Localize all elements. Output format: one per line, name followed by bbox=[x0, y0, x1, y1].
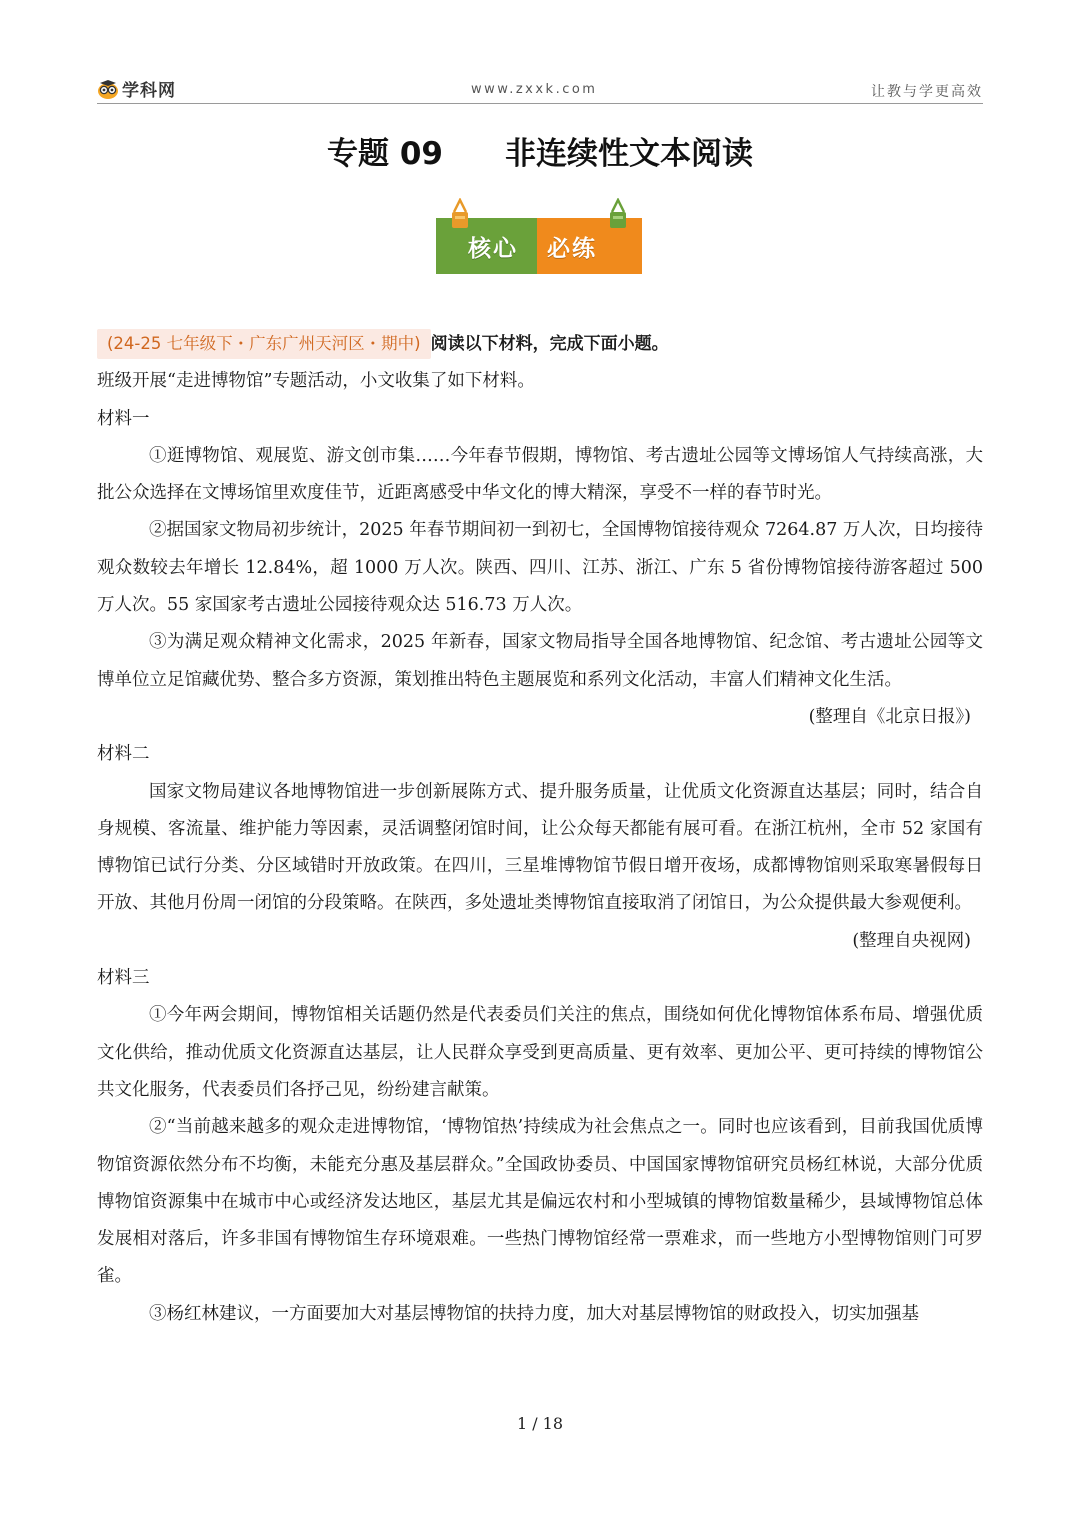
header-slogan: 让教与学更高效 bbox=[871, 84, 983, 100]
material1-paragraph-1: ①逛博物馆、观展览、游文创市集……今年春节假期，博物馆、考古遗址公园等文博场馆人气持续高涨，大批公众选择在文博场馆里欢度佳节，近距离感受中华文化的博大精深，享受不一样的春节时光。 bbox=[97, 445, 983, 504]
core-practice-badge bbox=[436, 198, 642, 276]
material3-paragraph-3: ③杨红林建议，一方面要加大对基层博物馆的扶持力度，加大对基层博物馆的财政投入，切实加强基 bbox=[149, 1303, 919, 1324]
page-title bbox=[0, 128, 1080, 173]
material3-paragraph-1: ①今年两会期间，博物馆相关话题仍然是代表委员们关注的焦点，围绕如何优化博物馆体系布局、增强优质文化供给，推动优质文化资源直达基层，让人民群众享受到更高质量、更有效率、更加公平、更可持续的博物馆公共文化服务，代表委员们各抒己见，纷纷建言献策。 bbox=[97, 1005, 983, 1100]
badge-label-practice: 必练 bbox=[547, 236, 597, 262]
question-source-tag[interactable]: (24-25 七年级下・广东广州天河区・期中) bbox=[97, 329, 431, 359]
badge-label-core: 核心 bbox=[468, 236, 518, 262]
material2-source: (整理自央视网) bbox=[852, 930, 971, 951]
material3-paragraph-2: ②“当前越来越多的观众走进博物馆，‘博物馆热’持续成为社会焦点之一。同时也应该看到，目前我国优质博物馆资源依然分布不均衡，未能充分惠及基层群众。”全国政协委员、中国国家博物馆研究员杨红林说，大部分优质博物馆资源集中在城市中心或经济发达地区，基层尤其是偏远农村和小型城镇的博物馆数量稀少，县域博物馆总体发展相对落后，许多非国有博物馆生存环境艰难。一些热门博物馆经常一票难求，而一些地方小型博物馆则门可罗雀。 bbox=[97, 1117, 983, 1287]
page-header bbox=[97, 76, 983, 104]
material1-source: (整理自《北京日报》) bbox=[808, 706, 971, 727]
binder-clip-icon bbox=[450, 198, 470, 232]
site-url[interactable]: www.zxxk.com bbox=[471, 82, 598, 97]
question-instruction: 阅读以下材料，完成下面小题。 bbox=[430, 334, 669, 354]
page-number: 1 / 18 bbox=[516, 1414, 564, 1433]
question-header bbox=[97, 326, 983, 363]
material-heading: 材料一 bbox=[97, 408, 150, 429]
material1-paragraph-3: ③为满足观众精神文化需求，2025 年新春，国家文物局指导全国各地博物馆、纪念馆、考古遗址公园等文博单位立足馆藏优势、整合多方资源，策划推出特色主题展览和系列文化活动，丰富人们精神文化生活。 bbox=[97, 632, 983, 690]
material-heading: 材料三 bbox=[97, 968, 150, 989]
topic-name: 非连续性文本阅读 bbox=[504, 136, 753, 172]
intro-paragraph: 班级开展“走进博物馆”专题活动，小文收集了如下材料。 bbox=[97, 371, 535, 392]
material-heading: 材料二 bbox=[97, 744, 150, 765]
logo-text: 学科网 bbox=[122, 81, 176, 101]
topic-number: 专题 09 bbox=[327, 136, 443, 172]
header-divider bbox=[97, 103, 983, 104]
material1-paragraph-2: ②据国家文物局初步统计，2025 年春节期间初一到初七，全国博物馆接待观众 7264.87 万人次，日均接待观众数较去年增长 12.84%，超 1000 万人次。陕西、四川、江苏、浙江、广东 5 省份博物馆接待游客超过 500 万人次。55 家国家考古遗址公园接待观众达 516.73 万人次。 bbox=[97, 520, 983, 616]
material2-paragraph-1: 国家文物局建议各地博物馆进一步创新展陈方式、提升服务质量，让优质文化资源直达基层；同时，结合自身规模、客流量、维护能力等因素，灵活调整闭馆时间，让公众每天都能有展可看。在浙江杭州，全市 52 家国有博物馆已试行分类、分区域错时开放政策。在四川，三星堆博物馆节假日增开夜场，成都博物馆则采取寒暑假每日开放、其他月份周一闭馆的分段策略。在陕西，多处遗址类博物馆直接取消了闭馆日，为公众提供最大参观便利。 bbox=[97, 781, 983, 914]
owl-logo-icon bbox=[97, 78, 119, 100]
document-body bbox=[97, 326, 983, 1333]
binder-clip-icon bbox=[608, 198, 628, 232]
site-logo[interactable] bbox=[97, 76, 176, 101]
